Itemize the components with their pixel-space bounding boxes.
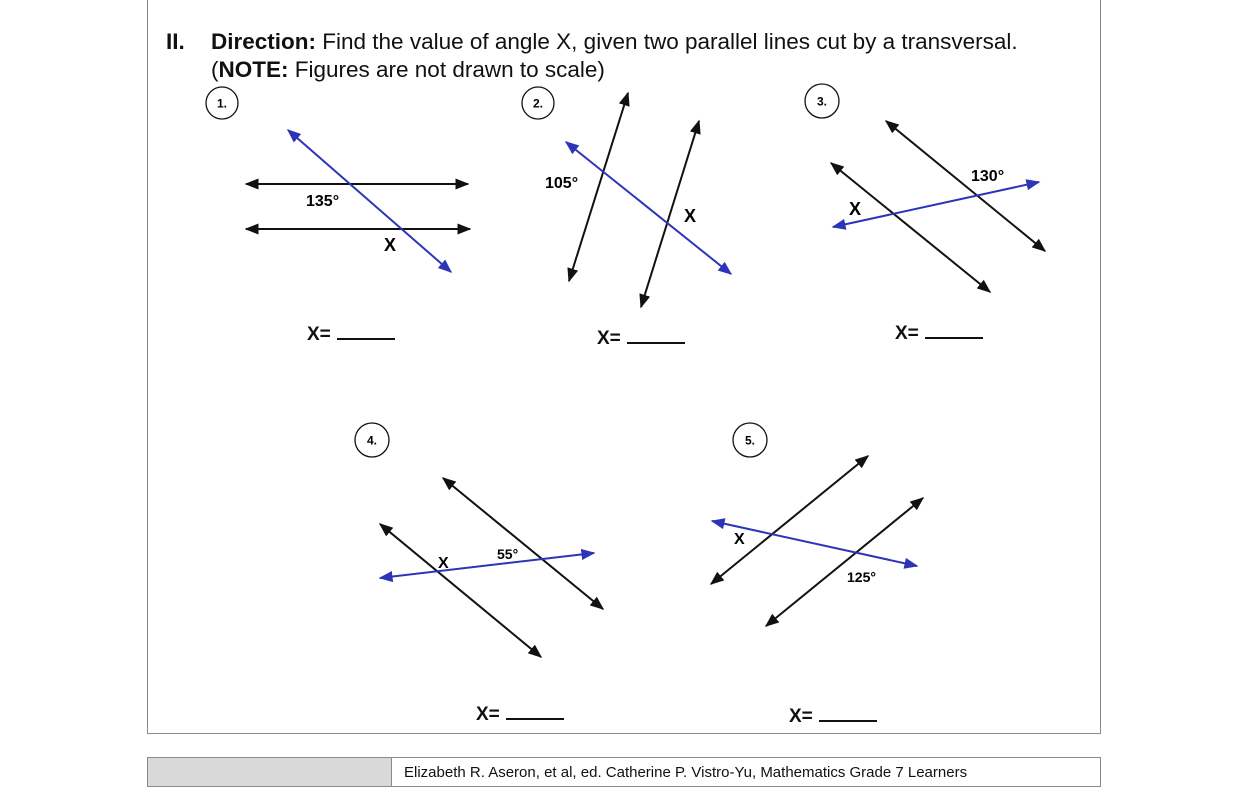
problem-2-transversal	[566, 142, 731, 274]
problem-4-answer	[476, 704, 564, 726]
citation-footer	[147, 757, 1101, 787]
problem-4-answer-blank	[506, 704, 564, 720]
problem-2-figure	[522, 87, 731, 307]
problem-3-answer-label: X=	[895, 323, 919, 344]
problem-1-unknown-x: X	[384, 235, 397, 255]
problem-5-figure	[711, 423, 923, 626]
problem-4-given-angle: 55°	[497, 546, 519, 562]
note-text: Figures are not drawn to scale)	[288, 57, 605, 82]
problem-4-parallel-line-a	[443, 478, 603, 609]
problem-2-given-angle: 105°	[545, 175, 579, 192]
problem-5-answer-label: X=	[789, 706, 813, 727]
problem-3-parallel-line-b	[831, 163, 990, 292]
footer-credit: Elizabeth R. Aseron, et al, ed. Catherine P. Vistro-Yu, Mathematics Grade 7 Learners	[404, 764, 968, 781]
footer-shaded-cell	[148, 758, 392, 786]
problem-3-given-angle: 130°	[971, 168, 1005, 185]
problem-2-answer	[597, 328, 685, 350]
problem-3-answer-blank	[925, 323, 983, 339]
problem-4-number: 4.	[366, 433, 378, 448]
problem-2-unknown-x: X	[684, 206, 697, 226]
problem-3-number: 3.	[816, 94, 828, 109]
problem-1-given-angle: 135°	[306, 193, 340, 210]
problem-1-figure	[206, 87, 470, 272]
problem-5-number: 5.	[744, 433, 756, 448]
problem-2-answer-blank	[627, 328, 685, 344]
problem-4-figure	[355, 423, 603, 657]
note-open: (	[211, 57, 219, 82]
problem-2-answer-label: X=	[597, 328, 621, 349]
problem-1-answer	[307, 324, 395, 346]
section-number: II.	[166, 29, 185, 54]
problem-3-figure	[805, 84, 1045, 292]
problem-4-parallel-line-b	[380, 524, 541, 657]
problem-1-answer-label: X=	[307, 324, 331, 345]
note-label: NOTE:	[218, 57, 289, 82]
problem-5-answer-blank	[819, 706, 877, 722]
problem-5-given-angle: 125°	[847, 569, 876, 585]
problem-2-number: 2.	[532, 96, 544, 111]
problem-3-unknown-x: X	[849, 199, 862, 219]
problem-3-answer	[895, 323, 983, 345]
direction-text: Find the value of angle X, given two parallel lines cut by a transversal.	[316, 29, 1018, 54]
problem-4-answer-label: X=	[476, 704, 500, 725]
direction-label: Direction:	[211, 29, 317, 54]
problem-4-unknown-x: X	[438, 555, 449, 572]
problem-5-unknown-x: X	[734, 531, 745, 548]
problem-5-parallel-line-a	[711, 456, 868, 584]
problem-5-answer	[789, 706, 877, 728]
problem-1-answer-blank	[337, 324, 395, 340]
problem-1-number: 1.	[216, 96, 228, 111]
